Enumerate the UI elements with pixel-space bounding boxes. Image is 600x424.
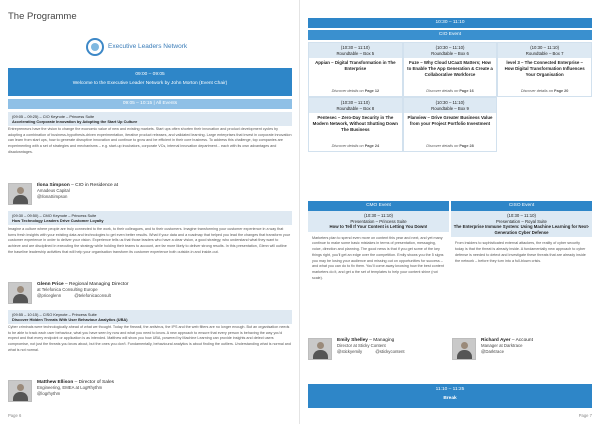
- session-abstract: Entrepreneurs have the vision to change the economic value of new and existing markets. Start ups often shorten their innovation and product development cycles by adopting a combination of business-hypothesis-driven experimentation, iterative product releases, and validated learning. Large enterprises that invest in corporate innovation can learn from start ups, how to generate disruptive innovation and continue to grow and be efficient in their core business. To address this challenge, top companies are experimenting with a set of strategies and mechanisms – e.g. start-up incubators, corporate VCs, internal innovation department... each with its own advantages and disadvantages.: [8, 127, 292, 154]
- details-link[interactable]: [498, 89, 591, 93]
- speaker-handle[interactable]: @telefonicaconsult: [74, 293, 111, 298]
- details-link[interactable]: [309, 89, 402, 93]
- roundtable-time: (10:30 – 11:10) Roundtable – Box 8: [309, 98, 402, 113]
- keynote-bar: 09:05 – 10:15 | All Events: [8, 99, 292, 109]
- details-link-prefix: Discover details on: [426, 144, 460, 148]
- avatar: [8, 380, 32, 402]
- cio-roundtable-grid: [308, 42, 592, 152]
- speaker-role: Manager at Darktrace: [481, 343, 523, 348]
- cmo-event-column: [308, 201, 449, 282]
- details-link-prefix: Discover details on: [331, 144, 365, 148]
- speaker-role: at Telefonica Consulting Europe: [37, 287, 98, 292]
- avatar: [8, 183, 32, 205]
- session-time-room: (09:30 – 09:50) – CMO Keynote – Princess Suite: [12, 213, 97, 218]
- page-number: Page 7: [578, 413, 592, 418]
- speaker-handle[interactable]: @IlonaSimpson: [37, 194, 68, 199]
- network-logo-icon: [86, 38, 104, 56]
- avatar: [452, 338, 476, 360]
- speaker-handle[interactable]: @stickyemily: [337, 349, 363, 354]
- ciso-event-bar: CISO Event: [451, 201, 592, 211]
- roundtable-cell: [497, 42, 592, 97]
- break-time: 11:10 – 11:25: [435, 387, 465, 392]
- session-title: Discover Hidden Threats With User Behaviour Analytics (UBA): [12, 317, 128, 323]
- details-page: Page 12: [364, 89, 380, 93]
- roundtable-cell: [403, 42, 498, 97]
- session-time-room: (09:55 – 10:15) – CISO Keynote – Princess Suite: [12, 312, 97, 317]
- ciso-session-time: (10:30 – 11:10): [507, 213, 536, 218]
- details-page: Page 24: [364, 144, 380, 148]
- cmo-event-bar: CMO Event: [308, 201, 449, 211]
- opening-time: 09:00 – 09:05: [135, 72, 165, 77]
- session-time-room: (09:05 – 09:25) – CIO Keynote – Princess Suite: [12, 114, 95, 119]
- roundtable-time: (10:30 – 11:10) Roundtable – Box 9: [404, 98, 497, 113]
- session-header-cmo: [8, 211, 292, 225]
- details-page: Page 20: [554, 89, 569, 93]
- break-block: [308, 384, 592, 408]
- details-link[interactable]: [404, 89, 497, 93]
- details-link[interactable]: [309, 144, 402, 148]
- session-title: How Technology Leaders Drive Customer Loyalty: [12, 218, 104, 224]
- roundtable-title: Appian – Digital Transformation in The Enterprise: [315, 60, 396, 71]
- details-link-prefix: Discover details on: [426, 89, 460, 93]
- opening-desc: Welcome to the Executive Leader Network by John Morton (Event Chair): [72, 81, 228, 86]
- parallel-events: [308, 201, 592, 282]
- speaker-role: Director at Sticky Content: [337, 343, 386, 348]
- speaker-name: Ilona Simpson: [37, 183, 70, 188]
- speaker-handle[interactable]: @stickycontent: [375, 349, 405, 354]
- cmo-session-room: Presentation – Princess Suite: [350, 218, 407, 224]
- speaker-handles: [37, 293, 128, 298]
- session-header-cio: [8, 112, 292, 126]
- opening-block: [8, 68, 292, 96]
- roundtable-title: Planview – Drive Greater Business Value from your Project Portfolio Investment: [407, 115, 493, 126]
- ciso-session-abstract: From insiders to sophisticated external attackers, the reality of cyber security today is that the threat is already inside. A fundamentally new approach to cyber defense is needed to detect and investigate these threats that are already inside the network – before they turn into a full-blown crisis.: [455, 241, 586, 263]
- roundtable-cell-empty: [497, 97, 592, 152]
- cio-time-bar: 10:30 – 11:10: [308, 18, 592, 28]
- roundtable-title: level 3 – The Connected Enterprise – How Digital Transformation Influences Your Organisation: [504, 60, 585, 77]
- roundtable-cell: [403, 97, 498, 152]
- speaker-handles: [337, 349, 417, 354]
- avatar: [308, 338, 332, 360]
- roundtable-cell: [308, 42, 403, 97]
- ciso-session-room: Presentation – Royal Suite: [496, 218, 547, 224]
- speaker-role-suffix: – Director of Sales: [73, 380, 115, 385]
- details-page: Page 28: [459, 144, 474, 148]
- speaker-emily: [308, 338, 417, 362]
- speaker-matthew: [8, 380, 114, 402]
- speaker-richard: [452, 338, 533, 362]
- page-title: The Programme: [8, 11, 77, 22]
- speaker-role-suffix: – Regional Managing Director: [63, 282, 129, 287]
- speaker-handle[interactable]: @priceglenn: [37, 293, 62, 298]
- session-header-ciso: [8, 310, 292, 324]
- speaker-name: Emily Shelley: [337, 338, 368, 343]
- speaker-name: Richard Ayer: [481, 338, 511, 343]
- ciso-session-header: [451, 211, 592, 237]
- speaker-role: Amadeus Capital: [37, 188, 70, 193]
- speaker-handle[interactable]: @logrhythm: [37, 391, 61, 396]
- speaker-handle[interactable]: @Darktrace: [481, 349, 504, 354]
- speaker-glenn: [8, 282, 128, 304]
- speaker-name: Glenn Price: [37, 282, 64, 287]
- session-abstract: Cyber criminals were technologically ahead of what we thought. Today the firewall, the antivirus, the IPS and the web filters are no longer enough. But an organisation needs to be able to track each user behaviour, what you have seen by now and what you need to know. A new approach to ensure that every person is behaving the way you'd expect and that every endpoint or application is as intended. Matthew will show you how UBA, powered by Machine Learning can provide insights and detect users compromise, not just the threats you know about, but the ones you don't. Fundamentally, behavioural analytics is about finding the outliers. Understanding what is normal and what is not normal.: [8, 325, 291, 352]
- session-abstract: Imagine a culture where people are truly connected to the work, to their colleagues, and to their customers. Imagine transforming your customer experience in a way that turns fresh insights with your existing data and technologies to get even better results. What if your data and a roadmap that helped you lead the changes that transform your customer experience in order to deliver your vision. Experience tells us that those leaders who have a clear vision, a good strategy, who understand what they want to achieve and are disciplined in executing the strategy while holding their teams to account, are far more likely to deliver strong results. In this presentation, Glenn will outline the baseline leadership activities that will help your organisation transform its customer experience both outside-in and inside-out.: [8, 227, 291, 254]
- cmo-session-time: (10:30 – 11:10): [364, 213, 393, 218]
- break-label: Break: [443, 396, 457, 401]
- details-link[interactable]: [404, 144, 497, 148]
- speaker-role-suffix: – CIO in Residence at: [69, 183, 119, 188]
- ciso-session-title: The Enterprise Immune System: Using Machine Learning for Next-Generation Cyber Defense: [453, 224, 590, 235]
- speaker-ilona: [8, 183, 118, 205]
- cio-event-bar: CIO Event: [308, 30, 592, 40]
- roundtable-title: Fuze – Why Cloud UCaaS Matters; How to Enable The App Generation & Create a Collaborative Workforce: [407, 60, 493, 77]
- details-page: Page 16: [459, 89, 474, 93]
- network-logo: [86, 36, 206, 58]
- roundtable-time: (10:30 – 11:10) Roundtable – Box 6: [404, 43, 497, 58]
- avatar: [8, 282, 32, 304]
- page-number: Page 6: [8, 413, 22, 418]
- speaker-role: Engineering, EMEA at LogRhythm: [37, 385, 103, 390]
- ciso-event-column: [451, 201, 592, 282]
- roundtable-time: (10:30 – 11:10) Roundtable – Box 5: [309, 43, 402, 58]
- details-link-prefix: Discover details on: [520, 89, 555, 93]
- cmo-session-header: [308, 211, 449, 232]
- speaker-name: Matthew Ellison: [37, 380, 74, 385]
- session-title: Accelerating Corporate Innovation by Adopting the Start Up Culture: [12, 119, 138, 125]
- speaker-role-suffix: – Account: [510, 338, 533, 343]
- speaker-role-suffix: – Managing: [367, 338, 395, 343]
- roundtable-time: (10:30 – 11:10) Roundtable – Box 7: [498, 43, 591, 58]
- programme-page-right: [300, 0, 600, 424]
- details-link-prefix: Discover details on: [331, 89, 365, 93]
- roundtable-cell: [308, 97, 403, 152]
- cmo-session-abstract: Marketers plan to spend even more on content this year and next, and yet many continue to make some basic mistakes in terms of presentation, messaging, voice, direction and planning. The good news is that if you get some of the key things right, you'll get an edge over the competition. Emily shows you the 5 signs you may be losing your audience and missing out on opportunities for success – and what you can do to fix them. You'll come away knowing how the best content marketers do it, and get a the set of templates to help your content shine (not scale).: [312, 235, 444, 280]
- logo-text: Executive Leaders Network: [108, 42, 188, 50]
- roundtable-title: Pentesec – Zero-Day Security in The Modern Network, Without Shutting Down The Business: [312, 115, 398, 132]
- cmo-session-title: How to Tell If Your Content is Letting You Down!: [329, 224, 428, 230]
